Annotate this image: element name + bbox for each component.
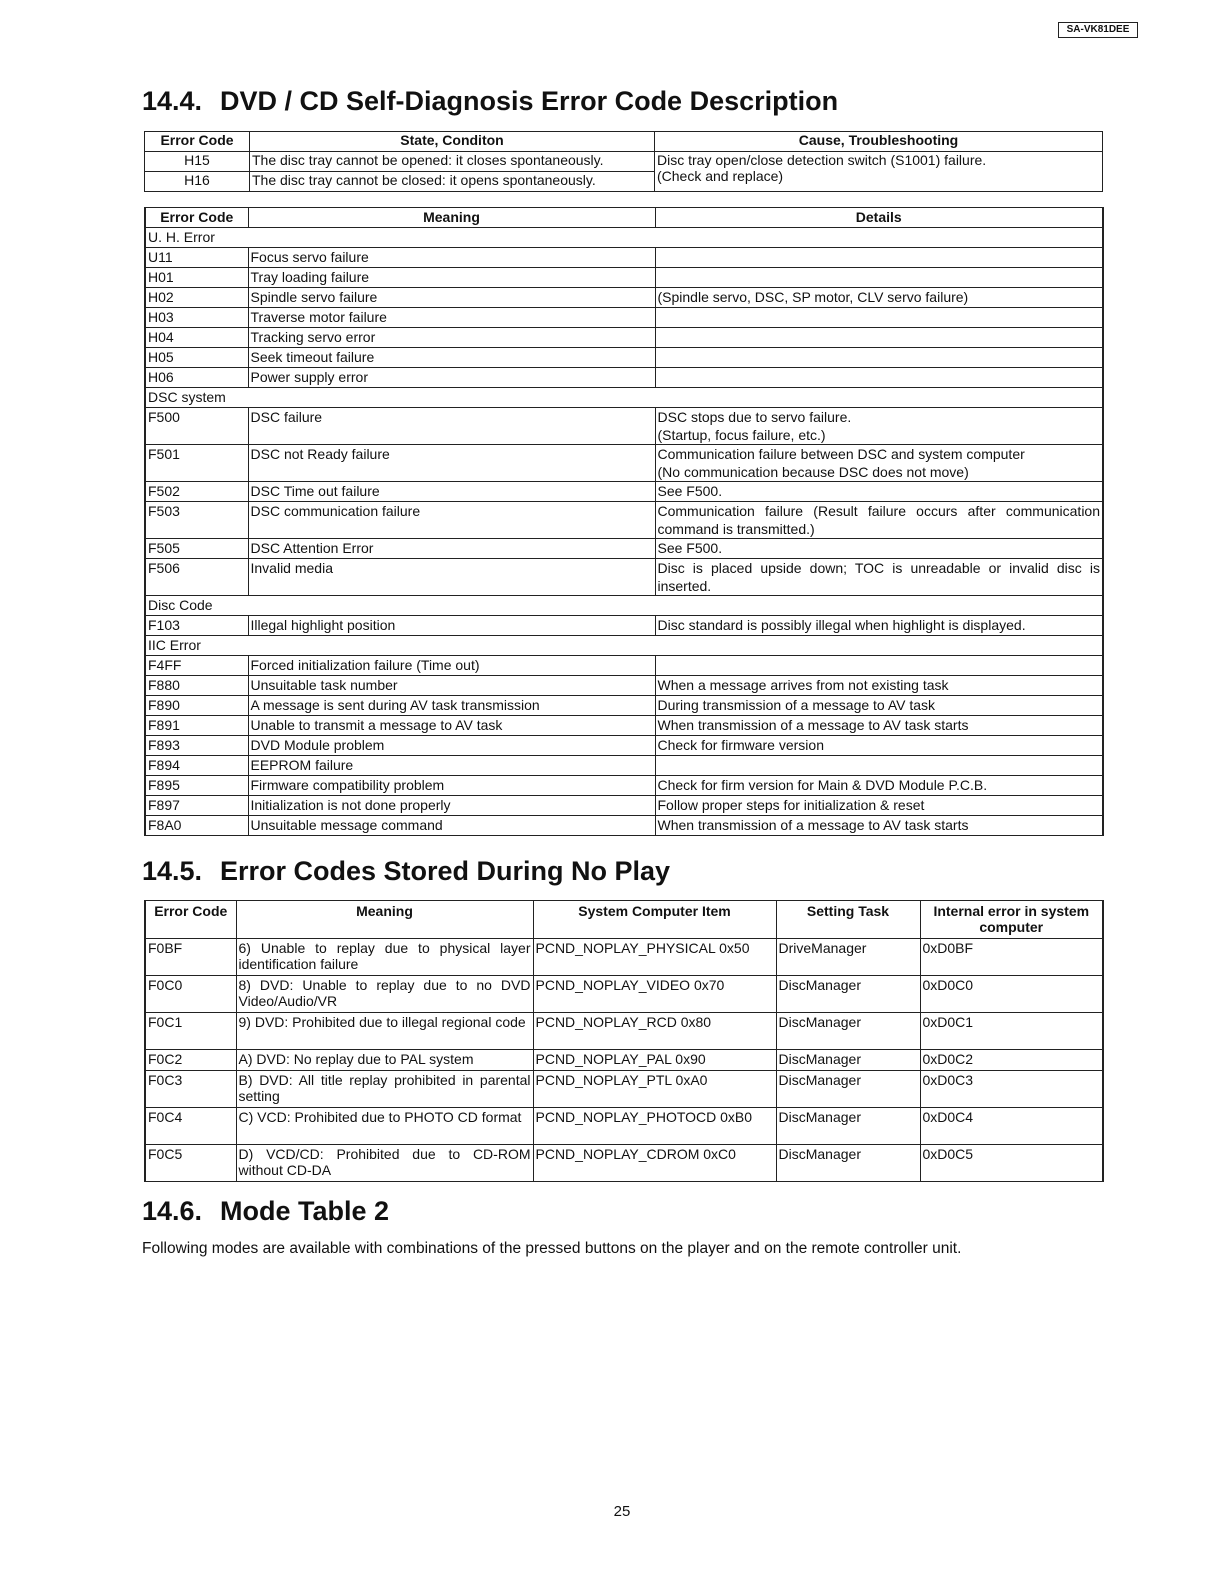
internal-cell: 0xD0C2 [920,1050,1103,1071]
table-row [145,445,1103,482]
meaning-cell: Tracking servo error [248,328,655,348]
error-code-cell: F8A0 [145,816,248,836]
cause-line: Disc tray open/close detection switch (S1001) failure. [657,152,987,168]
meaning-cell: Power supply error [248,368,655,388]
table-row [145,696,1103,716]
error-code-cell: F891 [145,716,248,736]
error-code-cell: F895 [145,776,248,796]
error-code-cell: H06 [145,368,248,388]
internal-cell: 0xD0C1 [920,1013,1103,1050]
error-code-cell: H05 [145,348,248,368]
col-header: Error Code [145,208,248,228]
meaning-cell: Initialization is not done properly [248,796,655,816]
error-code-cell: F506 [145,559,248,596]
section-label: IIC Error [145,636,1103,656]
error-code-cell: H16 [145,172,250,192]
details-cell: Check for firmware version [655,736,1103,756]
section-heading-14-6: 14.6. Mode Table 2 [142,1196,390,1226]
meaning-cell: Unable to transmit a message to AV task [248,716,655,736]
intro-paragraph: Following modes are available with combinations of the pressed buttons on the player and on the remote controller unit. [142,1240,962,1257]
item-cell: PCND_NOPLAY_PAL 0x90 [533,1050,776,1071]
error-code-cell: F0BF [145,939,236,976]
details-cell: When transmission of a message to AV task starts [655,716,1103,736]
table-row [145,716,1103,736]
meaning-cell: EEPROM failure [248,756,655,776]
internal-cell: 0xD0C5 [920,1145,1103,1182]
item-cell: PCND_NOPLAY_PHYSICAL 0x50 [533,939,776,976]
error-code-cell: F0C0 [145,976,236,1013]
error-code-cell: F505 [145,539,248,559]
meaning-cell: DSC communication failure [248,502,655,539]
page-number: 25 [613,1503,631,1520]
meaning-cell: 6) Unable to replay due to physical layer identification failure [236,939,533,976]
task-cell: DiscManager [776,976,920,1013]
table-row [145,976,1103,1013]
section-row [145,636,1103,656]
error-code-cell: H03 [145,308,248,328]
meaning-cell: C) VCD: Prohibited due to PHOTO CD format [236,1108,533,1145]
table-row [145,1145,1103,1182]
col-header: Cause, Troubleshooting [655,132,1103,152]
table-row [145,676,1103,696]
internal-cell: 0xD0BF [920,939,1103,976]
meaning-cell: 8) DVD: Unable to replay due to no DVD Video/Audio/VR [236,976,533,1013]
meaning-cell: Invalid media [248,559,655,596]
internal-cell: 0xD0C0 [920,976,1103,1013]
table-header-row [145,901,1103,939]
table-row [145,1071,1103,1108]
error-code-cell: F880 [145,676,248,696]
details-cell [655,348,1103,368]
details-cell: When a message arrives from not existing task [655,676,1103,696]
section-label: U. H. Error [145,228,1103,248]
meaning-cell: Firmware compatibility problem [248,776,655,796]
tray-error-table [144,131,1103,192]
item-cell: PCND_NOPLAY_VIDEO 0x70 [533,976,776,1013]
col-header: Internal error in system computer [920,901,1103,939]
error-code-cell: F0C3 [145,1071,236,1108]
col-header: Error Code [145,132,250,152]
details-cell [655,656,1103,676]
table-row [145,736,1103,756]
error-code-cell: F0C5 [145,1145,236,1182]
error-code-cell: H15 [145,152,250,172]
error-code-cell: F500 [145,408,248,445]
table-header-row [145,132,1103,152]
model-tag: SA-VK81DEE [1058,22,1138,38]
table-row [145,288,1103,308]
error-code-cell: H02 [145,288,248,308]
table-row [145,328,1103,348]
item-cell: PCND_NOPLAY_CDROM 0xC0 [533,1145,776,1182]
cause-line: (Check and replace) [657,168,784,184]
meaning-cell: Tray loading failure [248,268,655,288]
details-cell: DSC stops due to servo failure. (Startup, focus failure, etc.) [655,408,1103,445]
table-row [145,348,1103,368]
col-header: Meaning [248,208,655,228]
item-cell: PCND_NOPLAY_RCD 0x80 [533,1013,776,1050]
details-cell: When transmission of a message to AV task starts [655,816,1103,836]
table-row [145,408,1103,445]
meaning-cell: DSC Attention Error [248,539,655,559]
table-row [145,539,1103,559]
details-cell: During transmission of a message to AV task [655,696,1103,716]
details-cell [655,308,1103,328]
table-row [145,502,1103,539]
meaning-cell: Unsuitable task number [248,676,655,696]
meaning-cell: 9) DVD: Prohibited due to illegal regional code [236,1013,533,1050]
error-code-cell: F503 [145,502,248,539]
table-row [145,559,1103,596]
meaning-cell: B) DVD: All title replay prohibited in parental setting [236,1071,533,1108]
error-code-cell: U11 [145,248,248,268]
details-cell [655,248,1103,268]
task-cell: DriveManager [776,939,920,976]
details-cell [655,368,1103,388]
details-cell: Communication failure between DSC and system computer (No communication because DSC does not move) [655,445,1103,482]
col-header: Error Code [145,901,236,939]
error-code-cell: F893 [145,736,248,756]
meaning-cell: Spindle servo failure [248,288,655,308]
table-row [145,796,1103,816]
table-row [145,1013,1103,1050]
details-cell: Communication failure (Result failure occurs after communication command is transmitted.) [655,502,1103,539]
col-header: Setting Task [776,901,920,939]
meaning-cell: Illegal highlight position [248,616,655,636]
internal-cell: 0xD0C4 [920,1108,1103,1145]
details-cell: (Spindle servo, DSC, SP motor, CLV servo failure) [655,288,1103,308]
table-row [145,1050,1103,1071]
details-cell: See F500. [655,539,1103,559]
no-play-error-table [144,900,1104,1182]
details-cell [655,268,1103,288]
error-code-cell: H01 [145,268,248,288]
meaning-cell: A message is sent during AV task transmission [248,696,655,716]
section-heading-14-5: 14.5. Error Codes Stored During No Play [142,856,671,886]
table-row [145,482,1103,502]
col-header: Meaning [236,901,533,939]
col-header: State, Conditon [250,132,655,152]
table-row [145,1108,1103,1145]
error-code-cell: H04 [145,328,248,348]
item-cell: PCND_NOPLAY_PHOTOCD 0xB0 [533,1108,776,1145]
error-code-cell: F0C1 [145,1013,236,1050]
meaning-cell: Seek timeout failure [248,348,655,368]
error-code-cell: F103 [145,616,248,636]
error-code-table [144,207,1104,836]
cause-cell [655,152,1103,192]
details-cell [655,756,1103,776]
error-code-cell: F890 [145,696,248,716]
task-cell: DiscManager [776,1071,920,1108]
meaning-cell: DSC failure [248,408,655,445]
section-row [145,228,1103,248]
task-cell: DiscManager [776,1050,920,1071]
table-row [145,152,1103,172]
details-cell [655,328,1103,348]
meaning-cell: DSC Time out failure [248,482,655,502]
error-code-cell: F0C2 [145,1050,236,1071]
table-row [145,268,1103,288]
details-cell: Check for firm version for Main & DVD Module P.C.B. [655,776,1103,796]
meaning-cell: A) DVD: No replay due to PAL system [236,1050,533,1071]
error-code-cell: F897 [145,796,248,816]
item-cell: PCND_NOPLAY_PTL 0xA0 [533,1071,776,1108]
meaning-cell: Focus servo failure [248,248,655,268]
meaning-cell: DSC not Ready failure [248,445,655,482]
state-cell: The disc tray cannot be opened: it closes spontaneously. [250,152,655,172]
table-row [145,248,1103,268]
table-row [145,368,1103,388]
task-cell: DiscManager [776,1145,920,1182]
table-row [145,816,1103,836]
error-code-cell: F894 [145,756,248,776]
error-code-cell: F502 [145,482,248,502]
table-row [145,939,1103,976]
section-row [145,596,1103,616]
section-row [145,388,1103,408]
section-label: DSC system [145,388,1103,408]
meaning-cell: DVD Module problem [248,736,655,756]
internal-cell: 0xD0C3 [920,1071,1103,1108]
task-cell: DiscManager [776,1108,920,1145]
details-cell: Disc standard is possibly illegal when highlight is displayed. [655,616,1103,636]
meaning-cell: Unsuitable message command [248,816,655,836]
error-code-cell: F501 [145,445,248,482]
table-row [145,756,1103,776]
col-header: Details [655,208,1103,228]
meaning-cell: Forced initialization failure (Time out) [248,656,655,676]
state-cell: The disc tray cannot be closed: it opens spontaneously. [250,172,655,192]
meaning-cell: D) VCD/CD: Prohibited due to CD-ROM without CD-DA [236,1145,533,1182]
table-row [145,776,1103,796]
details-cell: Follow proper steps for initialization & reset [655,796,1103,816]
section-label: Disc Code [145,596,1103,616]
table-row [145,616,1103,636]
table-row [145,656,1103,676]
error-code-cell: F0C4 [145,1108,236,1145]
task-cell: DiscManager [776,1013,920,1050]
table-row [145,308,1103,328]
details-cell: Disc is placed upside down; TOC is unreadable or invalid disc is inserted. [655,559,1103,596]
details-cell: See F500. [655,482,1103,502]
col-header: System Computer Item [533,901,776,939]
table-header-row [145,208,1103,228]
error-code-cell: F4FF [145,656,248,676]
meaning-cell: Traverse motor failure [248,308,655,328]
section-heading-14-4: 14.4. DVD / CD Self-Diagnosis Error Code Description [142,86,839,116]
